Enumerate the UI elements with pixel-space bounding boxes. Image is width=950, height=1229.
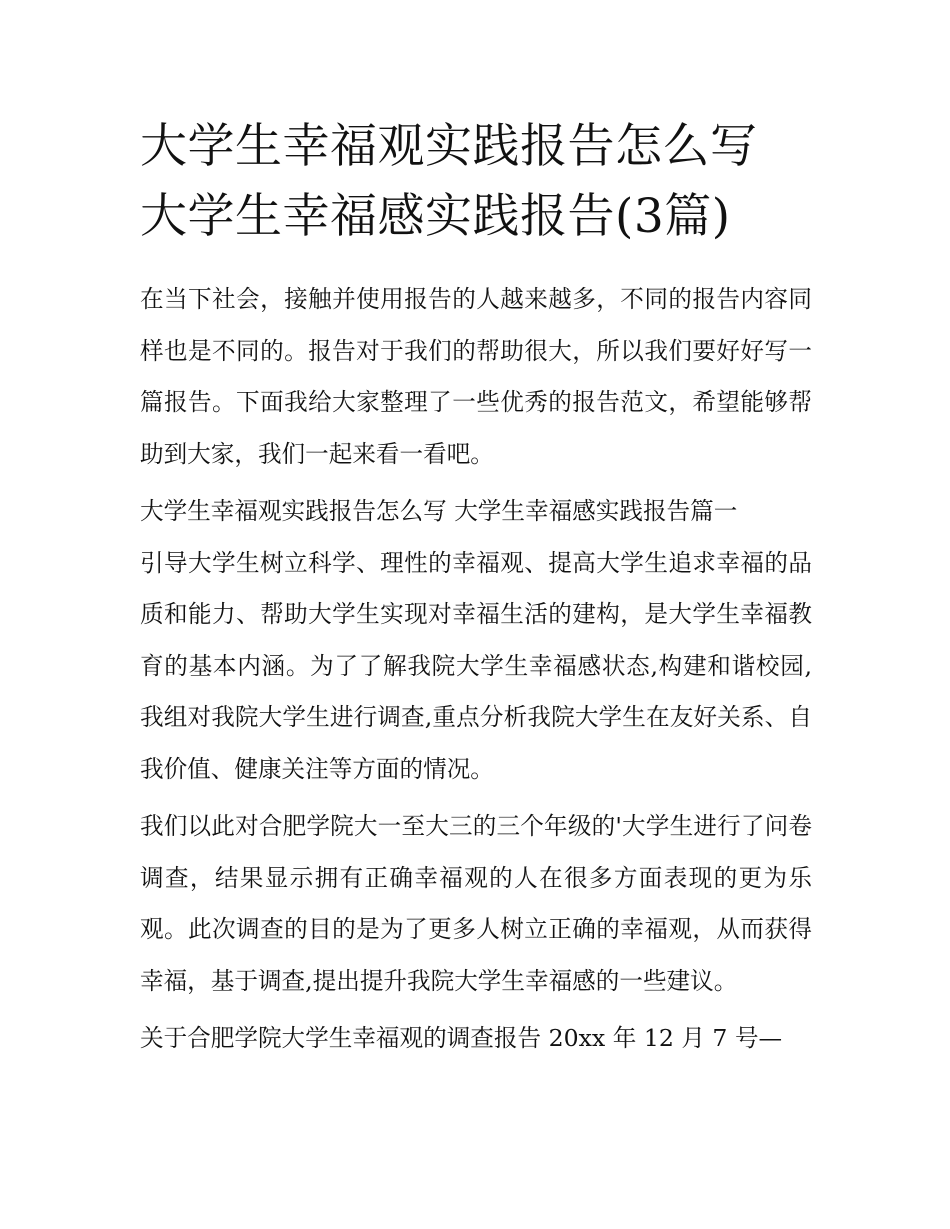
document-title: [140, 112, 812, 252]
intro-paragraph: 在当下社会，接触并使用报告的人越来越多，不同的报告内容同样也是不同的。报告对于我们的帮助很大，所以我们要好好写一篇报告。下面我给大家整理了一些优秀的报告范文，希望能够帮助到大家，我们一起来看一看吧。: [140, 285, 812, 468]
title-line-1: 大学生幸福观实践报告怎么写: [140, 119, 758, 174]
report-date-line: 关于合肥学院大学生幸福观的调查报告 20xx 年 12 月 7 号—: [140, 1024, 783, 1052]
section-heading: 大学生幸福观实践报告怎么写 大学生幸福感实践报告篇一: [140, 497, 738, 525]
body-paragraph-1: 引导大学生树立科学、理性的幸福观、提高大学生追求幸福的品质和能力、帮助大学生实现对幸福生活的建构，是大学生幸福教育的基本内涵。为了了解我院大学生幸福感状态,构建和谐校园,我组对我院大学生进行调查,重点分析我院大学生在友好关系、自我价值、健康关注等方面的情况。: [140, 548, 812, 783]
body-paragraph-2: 我们以此对合肥学院大一至大三的三个年级的'大学生进行了问卷调查，结果显示拥有正确幸福观的人在很多方面表现的更为乐观。此次调查的目的是为了更多人树立正确的幸福观，从而获得幸福，基于调查,提出提升我院大学生幸福感的一些建议。: [140, 812, 812, 995]
title-line-2: 大学生幸福感实践报告(3篇): [140, 189, 731, 244]
document-page: [140, 112, 812, 1071]
